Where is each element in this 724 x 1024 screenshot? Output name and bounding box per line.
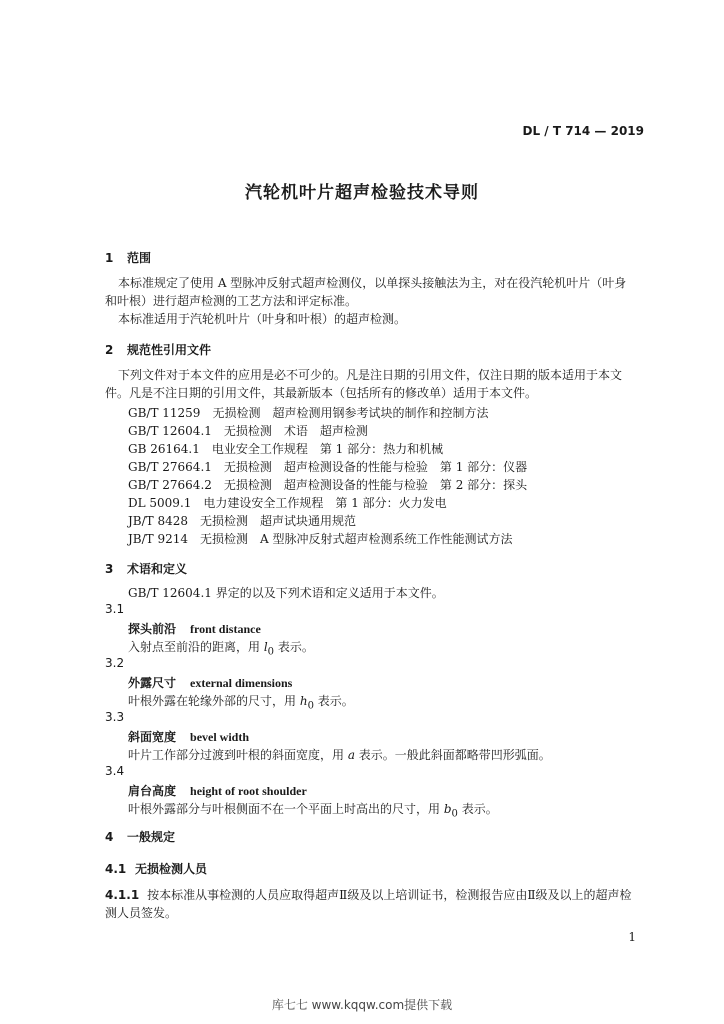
term-number: 3.2 [105, 656, 125, 670]
term-number: 3.4 [105, 764, 125, 778]
section-1-heading [105, 249, 151, 266]
reference-item: GB/T 27664.1 无损检测 超声检测设备的性能与检验 第 1 部分：仪器 [128, 460, 528, 474]
reference-item: GB/T 12604.1 无损检测 术语 超声检测 [128, 424, 368, 438]
section-title: 规范性引用文件 [127, 343, 212, 357]
symbol-subscript: 0 [307, 700, 314, 712]
term-definition [128, 692, 354, 711]
section-number: 2 [105, 343, 114, 357]
term-zh: 探头前沿 [128, 622, 177, 636]
symbol-subscript: 0 [267, 646, 275, 658]
section-title: 无损检测人员 [135, 862, 208, 876]
term-en: bevel width [190, 730, 250, 744]
term-name [128, 674, 292, 691]
definition-text: 表示。一般此斜面都略带凹形弧面。 [354, 748, 551, 762]
section-3-heading [105, 560, 187, 577]
clause-number: 4.1.1 [105, 888, 140, 902]
reference-item: GB 26164.1 电业安全工作规程 第 1 部分：热力和机械 [128, 442, 444, 456]
term-name [128, 728, 249, 745]
term-zh: 外露尺寸 [128, 676, 177, 690]
section-title: 一般规定 [127, 830, 176, 844]
term-number: 3.3 [105, 710, 125, 724]
paragraph: GB/T 12604.1 界定的以及下列术语和定义适用于本文件。 [128, 586, 444, 600]
definition-text: 叶片工作部分过渡到叶根的斜面宽度，用 [128, 748, 348, 762]
term-en: front distance [190, 622, 261, 636]
definition-text: 表示。 [274, 640, 314, 654]
term-definition [128, 746, 551, 763]
reference-item: JB/T 8428 无损检测 超声试块通用规范 [128, 514, 357, 528]
term-zh: 肩台高度 [128, 784, 177, 798]
paragraph: 测人员签发。 [105, 906, 178, 920]
paragraph: 下列文件对于本文件的应用是必不可少的。凡是注日期的引用文件，仅注日期的版本适用于本文 [118, 368, 623, 382]
term-definition [128, 638, 314, 657]
paragraph: 和叶根）进行超声检测的工艺方法和评定标准。 [105, 294, 358, 308]
term-en: height of root shoulder [190, 784, 307, 798]
paragraph: 件。凡是不注日期的引用文件，其最新版本（包括所有的修改单）适用于本文件。 [105, 386, 538, 400]
symbol: l [263, 640, 268, 654]
reference-item: GB/T 27664.2 无损检测 超声检测设备的性能与检验 第 2 部分：探头 [128, 478, 528, 492]
term-definition [128, 800, 498, 819]
symbol-subscript: 0 [451, 808, 458, 820]
standard-number: DL / T 714 — 2019 [522, 124, 644, 138]
definition-text: 叶根外露部分与叶根侧面不在一个平面上时高出的尺寸，用 [128, 802, 444, 816]
document-title: 汽轮机叶片超声检验技术导则 [245, 183, 479, 203]
term-name [128, 620, 261, 637]
reference-item: JB/T 9214 无损检测 A 型脉冲反射式超声检测系统工作性能测试方法 [128, 532, 513, 546]
paragraph: 本标准适用于汽轮机叶片（叶身和叶根）的超声检测。 [118, 312, 407, 326]
section-number: 4 [105, 830, 114, 844]
term-number: 3.1 [105, 602, 125, 616]
symbol: h [299, 694, 308, 708]
term-zh: 斜面宽度 [128, 730, 177, 744]
section-title: 范围 [127, 251, 152, 265]
section-number: 3 [105, 562, 114, 576]
section-number: 4.1 [105, 862, 127, 876]
subsection-4-1-heading [105, 860, 207, 877]
clause-text: 按本标准从事检测的人员应取得超声Ⅱ级及以上培训证书，检测报告应由Ⅱ级及以上的超声检 [147, 888, 632, 902]
section-title: 术语和定义 [127, 562, 188, 576]
footer-watermark: 库七七 www.kqqw.com提供下载 [271, 998, 453, 1012]
page-number: 1 [628, 930, 636, 944]
reference-item: DL 5009.1 电力建设安全工作规程 第 1 部分：火力发电 [128, 496, 447, 510]
definition-text: 叶根外露在轮缘外部的尺寸，用 [128, 694, 300, 708]
clause-4-1-1 [105, 886, 632, 905]
paragraph: 本标准规定了使用 A 型脉冲反射式超声检测仪，以单探头接触法为主，对在役汽轮机叶片（叶身 [118, 276, 627, 290]
definition-text: 表示。 [313, 694, 354, 708]
definition-text: 表示。 [457, 802, 498, 816]
reference-item: GB/T 11259 无损检测 超声检测用钢参考试块的制作和控制方法 [128, 406, 489, 420]
symbol: a [347, 748, 355, 762]
section-4-heading [105, 828, 175, 845]
section-2-heading [105, 341, 211, 358]
term-name [128, 782, 307, 799]
definition-text: 入射点至前沿的距离，用 [128, 640, 264, 654]
term-en: external dimensions [190, 676, 293, 690]
section-number: 1 [105, 251, 114, 265]
symbol: b [443, 802, 452, 816]
